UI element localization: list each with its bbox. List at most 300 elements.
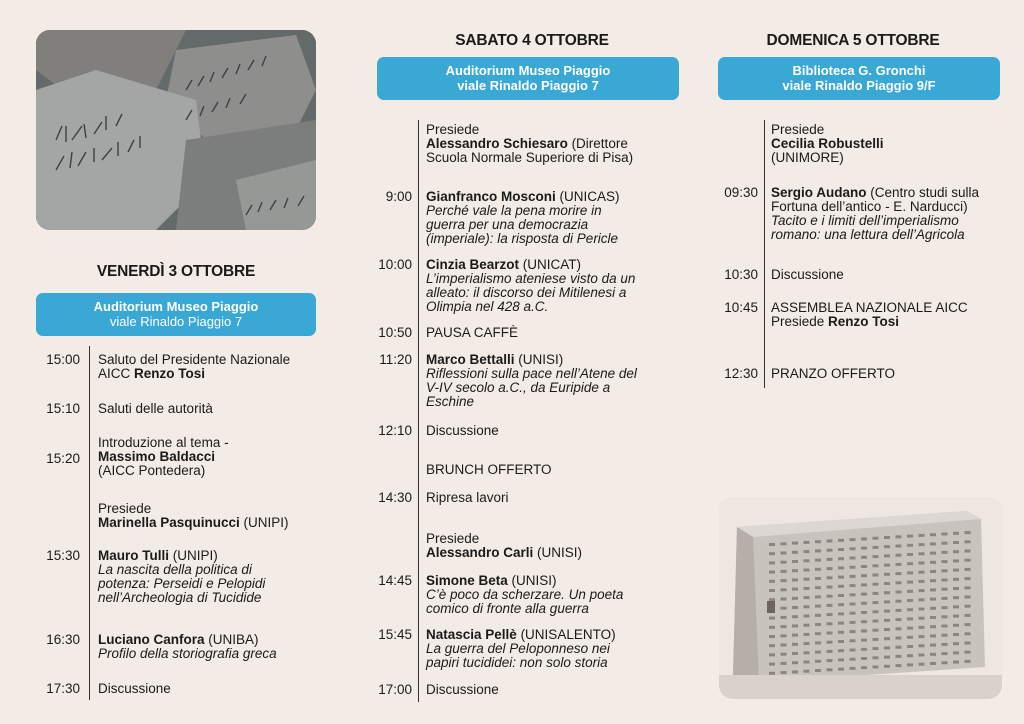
speaker-name: Renzo Tosi <box>134 366 206 381</box>
inscription-letter <box>896 535 902 538</box>
inscription-letter <box>861 620 867 623</box>
inscription-letter <box>781 570 787 573</box>
sunday-venue <box>718 57 1000 100</box>
item-time: 15:00 <box>46 352 80 367</box>
inscription-letter <box>907 608 913 611</box>
talk-title: nell’Archeologia di Tucidide <box>98 590 262 605</box>
inscription-letter <box>861 629 867 632</box>
inscription-letter <box>804 596 810 599</box>
inscription-letter <box>827 576 833 579</box>
talk-title: Profilo della storiografia greca <box>98 646 277 661</box>
inscription-letter <box>804 578 810 581</box>
inscription-letter <box>769 644 775 647</box>
inscription-letter <box>942 597 948 600</box>
item-time: 10:30 <box>724 267 758 282</box>
item-time: 10:45 <box>724 300 758 315</box>
saturday-venue-name: Auditorium Museo Piaggio <box>445 63 611 78</box>
inscription-letter <box>930 644 936 647</box>
inscription-letter <box>896 545 902 548</box>
inscription-letter <box>850 575 856 578</box>
inscription-letter <box>930 616 936 619</box>
inscription-letter <box>942 569 948 572</box>
item-time: 15:20 <box>46 451 80 466</box>
inscription-letter <box>815 614 821 617</box>
inscription-letter <box>907 590 913 593</box>
item-text: (UNIPI) <box>169 548 218 563</box>
item-time: 14:45 <box>378 573 412 588</box>
inscription-letter <box>907 562 913 565</box>
inscription-letter <box>815 651 821 654</box>
inscription-letter <box>896 609 902 612</box>
item-text: Scuola Normale Superiore di Pisa) <box>426 150 634 165</box>
inscription-letter <box>850 557 856 560</box>
inscription-letter <box>827 586 833 589</box>
inscription-letter <box>919 626 925 629</box>
inscription-letter <box>827 595 833 598</box>
sunday-timeline <box>764 120 765 388</box>
inscription-letter <box>838 557 844 560</box>
inscription-letter <box>965 568 971 571</box>
inscription-letter <box>850 639 856 642</box>
inscription-letter <box>827 549 833 552</box>
item-time: 10:50 <box>378 325 412 340</box>
inscription-letter <box>804 541 810 544</box>
item-text: (AICC Pontedera) <box>98 463 206 478</box>
sunday-venue-address: viale Rinaldo Piaggio 9/F <box>782 78 936 93</box>
inscription-letter <box>919 580 925 583</box>
inscription-letter <box>827 650 833 653</box>
inscription-letter <box>827 622 833 625</box>
inscription-letter <box>804 559 810 562</box>
inscription-letter <box>953 578 959 581</box>
inscription-letter <box>861 537 867 540</box>
inscription-letter <box>850 566 856 569</box>
inscription-letter <box>827 632 833 635</box>
inscription-letter <box>804 670 810 673</box>
inscription-letter <box>815 549 821 552</box>
inscription-letter <box>792 569 798 572</box>
inscription-letter <box>907 645 913 648</box>
saturday-timeline <box>418 120 419 702</box>
inscription-letter <box>792 542 798 545</box>
inscription-letter <box>896 646 902 649</box>
inscription-letter <box>930 533 936 536</box>
speaker-name: Marinella Pasquinucci <box>98 515 240 530</box>
item-text: Discussione <box>771 267 844 282</box>
inscription-letter <box>838 585 844 588</box>
inscription-letter <box>953 651 959 654</box>
inscription-letter <box>861 593 867 596</box>
inscription-letter <box>965 614 971 617</box>
friday-title: VENERDÌ 3 OTTOBRE <box>96 263 256 280</box>
inscription-letter <box>907 581 913 584</box>
item-text: AICC <box>98 366 135 381</box>
inscription-letter <box>815 559 821 562</box>
item-time: 15:45 <box>378 627 412 642</box>
inscription-letter <box>953 642 959 645</box>
inscription-letter <box>896 563 902 566</box>
speaker-name: Gianfranco Mosconi <box>426 189 556 204</box>
inscription-letter <box>896 664 902 667</box>
inscription-letter <box>861 547 867 550</box>
inscription-letter <box>965 605 971 608</box>
inscription-letter <box>838 576 844 579</box>
item-time: 15:30 <box>46 548 80 563</box>
item-text: Introduzione al tema - <box>98 435 229 450</box>
inscription-letter <box>838 649 844 652</box>
inscription-letter <box>827 659 833 662</box>
inscription-letter <box>884 610 890 613</box>
item-text: (Centro studi sulla <box>866 185 980 200</box>
inscription-letter <box>873 656 879 659</box>
inscription-letter <box>861 583 867 586</box>
inscription-letter <box>792 588 798 591</box>
speaker-name: Cinzia Bearzot <box>426 257 520 272</box>
inscription-letter <box>930 588 936 591</box>
inscription-letter <box>792 661 798 664</box>
inscription-letter <box>827 604 833 607</box>
talk-title: alleato: il discorso dei Mitilenesi a <box>426 285 627 300</box>
inscription-letter <box>781 542 787 545</box>
talk-title: C’è poco da scherzare. Un poeta <box>426 587 624 602</box>
friday-venue <box>36 293 316 336</box>
inscription-letter <box>953 633 959 636</box>
speaker-name: Marco Bettalli <box>426 352 515 367</box>
speaker-name: Renzo Tosi <box>828 314 900 329</box>
inscription-letter <box>769 571 775 574</box>
item-text: Presiede <box>771 314 829 329</box>
item-text: Presiede <box>426 122 480 137</box>
friday-venue-name: Auditorium Museo Piaggio <box>93 299 259 314</box>
talk-title: Eschine <box>426 394 475 409</box>
inscription-letter <box>815 586 821 589</box>
inscription-letter <box>930 542 936 545</box>
inscription-letter <box>850 603 856 606</box>
saturday-title: SABATO 4 OTTOBRE <box>455 32 609 49</box>
item-text: (UNISI) <box>533 545 583 560</box>
inscription-letter <box>965 540 971 543</box>
speaker-name: Sergio Audano <box>771 185 867 200</box>
speaker-name: Natascia Pellè <box>426 627 517 642</box>
inscription-letter <box>942 606 948 609</box>
inscription-letter <box>873 583 879 586</box>
inscription-letter <box>804 642 810 645</box>
inscription-letter <box>873 546 879 549</box>
inscription-letter <box>827 613 833 616</box>
inscription-letter <box>838 548 844 551</box>
inscription-letter <box>861 611 867 614</box>
inscription-letter <box>942 588 948 591</box>
inscription-letter <box>815 568 821 571</box>
inscription-letter <box>953 615 959 618</box>
inscription-letter <box>884 619 890 622</box>
item-time: 12:30 <box>724 366 758 381</box>
talk-title: La guerra del Peloponneso nei <box>426 641 610 656</box>
inscription-letter <box>781 634 787 637</box>
inscription-letter <box>861 657 867 660</box>
talk-title: L’imperialismo ateniese visto da un <box>426 271 636 286</box>
inscription-letter <box>884 637 890 640</box>
inscription-letter <box>884 545 890 548</box>
inscription-letter <box>850 630 856 633</box>
inscription-letter <box>769 626 775 629</box>
item-text: BRUNCH OFFERTO <box>426 462 552 477</box>
speaker-name: Alessandro Carli <box>426 545 534 560</box>
inscription-letter <box>769 617 775 620</box>
inscription-letter <box>884 564 890 567</box>
inscription-letter <box>850 584 856 587</box>
inscription-letter <box>827 641 833 644</box>
sunday-venue-name: Biblioteca G. Gronchi <box>792 63 926 78</box>
talk-title: La nascita della politica di <box>98 562 252 577</box>
inscription-letter <box>792 670 798 673</box>
talk-title: Riflessioni sulla pace nell’Atene del <box>426 366 637 381</box>
inscription-letter <box>861 666 867 669</box>
inscription-letter <box>896 655 902 658</box>
inscription-letter <box>861 574 867 577</box>
inscription-letter <box>815 577 821 580</box>
inscription-letter <box>838 658 844 661</box>
talk-title: guerra per una democrazia <box>426 217 589 232</box>
inscription-letter <box>769 653 775 656</box>
inscription-letter <box>815 623 821 626</box>
inscription-letter <box>896 581 902 584</box>
inscription-letter <box>942 542 948 545</box>
inscription-letter <box>965 586 971 589</box>
item-text: (UNISI) <box>507 573 557 588</box>
inscription-letter <box>896 627 902 630</box>
item-time: 17:30 <box>46 681 80 696</box>
inscription-letter <box>919 608 925 611</box>
inscription-letter <box>850 667 856 670</box>
inscription-letter <box>781 588 787 591</box>
inscription-letter <box>930 598 936 601</box>
inscription-letter <box>884 591 890 594</box>
item-time: 15:10 <box>46 401 80 416</box>
inscription-letter <box>827 558 833 561</box>
talk-title: romano: una lettura dell’Agricola <box>771 227 965 242</box>
item-text: PAUSA CAFFÈ <box>426 325 519 340</box>
inscription-letter <box>953 550 959 553</box>
inscription-letter <box>861 639 867 642</box>
item-text: (UNICAS) <box>555 189 620 204</box>
inscription-letter <box>930 634 936 637</box>
inscription-letter <box>919 543 925 546</box>
inscription-letter <box>769 663 775 666</box>
inscription-letter <box>827 668 833 671</box>
item-text: Discussione <box>426 682 499 697</box>
inscription-letter <box>965 577 971 580</box>
inscription-letter <box>769 598 775 601</box>
inscription-letter <box>850 649 856 652</box>
inscription-letter <box>815 605 821 608</box>
inscription-letter <box>838 603 844 606</box>
inscription-letter <box>953 587 959 590</box>
inscription-letter <box>781 625 787 628</box>
inscription-letter <box>919 635 925 638</box>
inscription-letter <box>953 532 959 535</box>
inscription-letter <box>781 644 787 647</box>
inscription-letter <box>827 540 833 543</box>
inscription-letter <box>930 607 936 610</box>
inscription-letter <box>781 579 787 582</box>
inscription-letter <box>804 633 810 636</box>
inscription-letter <box>965 642 971 645</box>
item-time: 9:00 <box>385 189 412 204</box>
inscription-letter <box>873 610 879 613</box>
inscription-letter <box>907 535 913 538</box>
inscription-letter <box>769 580 775 583</box>
inscription-letter <box>769 561 775 564</box>
inscription-letter <box>850 547 856 550</box>
inscription-letter <box>781 662 787 665</box>
inscription-letter <box>953 559 959 562</box>
inscription-letter <box>942 625 948 628</box>
inscription-letter <box>815 660 821 663</box>
inscription-letter <box>942 661 948 664</box>
inscription-letter <box>907 571 913 574</box>
inscription-letter <box>930 653 936 656</box>
item-text: ASSEMBLEA NAZIONALE AICC <box>771 300 968 315</box>
inscription-letter <box>838 668 844 671</box>
item-text: (UNISALENTO) <box>516 627 616 642</box>
inscription-letter <box>930 561 936 564</box>
item-time: 11:20 <box>379 352 412 367</box>
inscription-letter <box>930 570 936 573</box>
inscription-letter <box>907 599 913 602</box>
inscription-letter <box>850 658 856 661</box>
item-text: Saluto del Presidente Nazionale <box>98 352 291 367</box>
item-text: Fortuna dell’antico - E. Narducci) <box>771 199 968 214</box>
inscription-letter <box>838 539 844 542</box>
inscription-letter <box>907 544 913 547</box>
inscription-letter <box>953 661 959 664</box>
inscription-letter <box>907 636 913 639</box>
inscription-letter <box>792 606 798 609</box>
inscription-letter <box>884 656 890 659</box>
inscription-letter <box>792 578 798 581</box>
inscription-letter <box>815 632 821 635</box>
inscription-letter <box>815 540 821 543</box>
talk-title: (imperiale): la risposta di Pericle <box>426 231 619 246</box>
inscription-letter <box>781 561 787 564</box>
inscription-letter <box>815 595 821 598</box>
inscription-letter <box>827 567 833 570</box>
inscription-letter <box>930 552 936 555</box>
inscription-letter <box>815 641 821 644</box>
inscription-letter <box>953 569 959 572</box>
inscription-letter <box>781 598 787 601</box>
inscription-letter <box>769 552 775 555</box>
inscription-letter <box>850 538 856 541</box>
talk-title: papiri tucididei: non solo storia <box>426 655 608 670</box>
item-text: Presiede <box>771 122 825 137</box>
item-text: Saluti delle autorità <box>98 401 213 416</box>
inscription-letter <box>873 638 879 641</box>
inscription-letter <box>884 628 890 631</box>
item-text: Discussione <box>426 423 499 438</box>
inscription-letter <box>873 592 879 595</box>
inscription-letter <box>873 574 879 577</box>
inscription-letter <box>781 552 787 555</box>
item-time: 12:10 <box>378 423 412 438</box>
item-time: 10:00 <box>378 257 412 272</box>
inscription-letter <box>953 605 959 608</box>
item-text: (UNIPI) <box>239 515 289 530</box>
inscription-letter <box>781 616 787 619</box>
inscription-letter <box>896 572 902 575</box>
inscription-letter <box>792 597 798 600</box>
saturday-venue <box>377 57 679 100</box>
item-text: Presiede <box>98 501 152 516</box>
inscription-letter <box>769 672 775 675</box>
inscription-letter <box>919 654 925 657</box>
inscription-letter <box>873 647 879 650</box>
speaker-name: Mauro Tulli <box>98 548 169 563</box>
inscription-letter <box>919 663 925 666</box>
inscription-letter <box>907 654 913 657</box>
inscription-letter <box>884 665 890 668</box>
item-text: (UNISI) <box>514 352 564 367</box>
speaker-name: Massimo Baldacci <box>98 449 216 464</box>
inscription-letter <box>965 596 971 599</box>
inscription-letter <box>804 569 810 572</box>
inscription-letter <box>873 666 879 669</box>
inscription-letter <box>942 551 948 554</box>
inscription-letter <box>896 618 902 621</box>
inscription-letter <box>838 566 844 569</box>
inscription-letter <box>907 553 913 556</box>
item-text: Discussione <box>98 681 171 696</box>
item-text: (UNIMORE) <box>771 150 844 165</box>
speaker-name: Luciano Canfora <box>98 632 205 647</box>
inscription-letter <box>838 594 844 597</box>
saturday-venue-address: viale Rinaldo Piaggio 7 <box>457 78 599 93</box>
inscription-letter <box>919 552 925 555</box>
talk-title: potenza: Perseidi e Pelopidi <box>98 576 266 591</box>
inscription-letter <box>907 617 913 620</box>
inscription-letter <box>919 644 925 647</box>
inscription-letter <box>804 615 810 618</box>
inscription-letter <box>919 534 925 537</box>
inscription-letter <box>873 601 879 604</box>
inscription-letter <box>781 653 787 656</box>
inscription-letter <box>896 637 902 640</box>
inscription-letter <box>930 625 936 628</box>
stone-illustration <box>719 497 1002 699</box>
inscription-letter <box>804 651 810 654</box>
inscription-letter <box>896 591 902 594</box>
item-text: (UNICAT) <box>519 257 582 272</box>
talk-title: V-IV secolo a.C., da Euripide a <box>426 380 611 395</box>
inscription-letter <box>953 541 959 544</box>
inscription-letter <box>884 536 890 539</box>
item-time: 14:30 <box>378 490 412 505</box>
inscription-letter <box>873 629 879 632</box>
inscription-letter <box>919 589 925 592</box>
inscription-letter <box>850 612 856 615</box>
inscription-letter <box>919 617 925 620</box>
item-text: (Direttore <box>567 136 628 151</box>
inscription-letter <box>907 627 913 630</box>
inscription-letter <box>873 564 879 567</box>
item-text: Ripresa lavori <box>426 490 509 505</box>
inscription-letter <box>792 560 798 563</box>
inscription-letter <box>792 634 798 637</box>
inscription-letter <box>873 555 879 558</box>
inscription-letter <box>838 622 844 625</box>
inscription-letter <box>792 624 798 627</box>
